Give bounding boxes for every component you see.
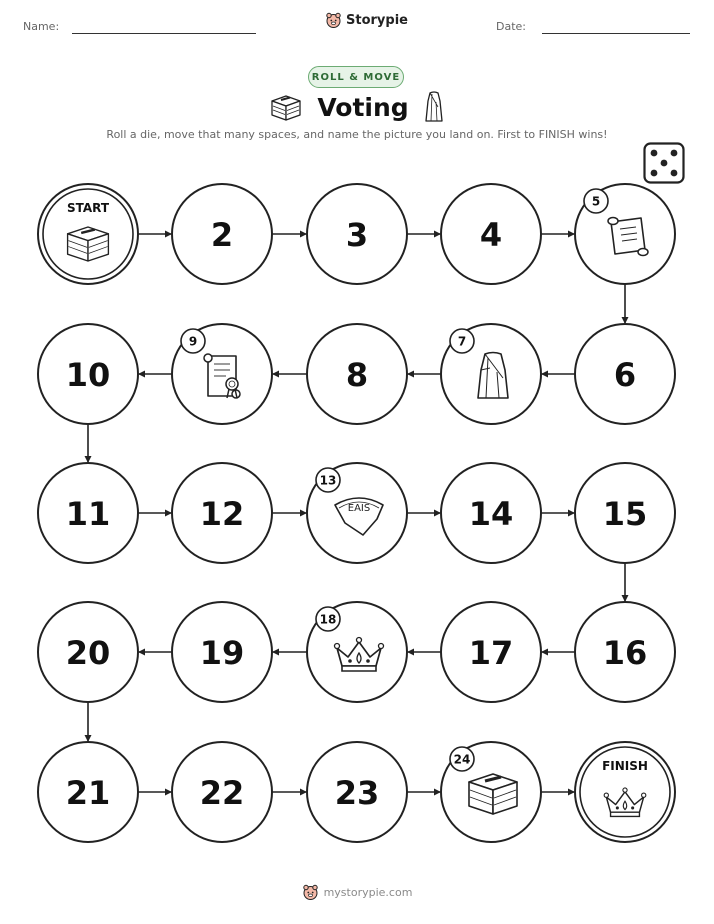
board-space-21 xyxy=(38,742,138,842)
instructions: Roll a die, move that many spaces, and name the picture you land on. First to FINISH wins! xyxy=(106,128,608,141)
board-space-3 xyxy=(307,184,407,284)
space-number: 8 xyxy=(345,356,369,394)
board-space-13 xyxy=(307,463,407,563)
board-space-2 xyxy=(172,184,272,284)
space-number: 4 xyxy=(479,216,503,254)
scroll-icon xyxy=(608,218,648,256)
board-space-11 xyxy=(38,463,138,563)
space-number: 2 xyxy=(210,216,234,254)
space-number: 5 xyxy=(591,194,601,209)
space-number: 11 xyxy=(65,495,111,533)
board-space-22 xyxy=(172,742,272,842)
storypie-mascot-icon xyxy=(302,884,319,901)
ballot-box-icon xyxy=(469,774,517,814)
shard-inscription: EAIS xyxy=(347,503,371,514)
name-label: Name: xyxy=(23,20,60,33)
board-space-19 xyxy=(172,602,272,702)
brand-name: Storypie xyxy=(346,13,408,28)
space-number: 7 xyxy=(457,334,467,349)
finish-label: FINISH xyxy=(602,759,648,773)
board-space-4 xyxy=(441,184,541,284)
space-number: 18 xyxy=(319,612,337,627)
board-space-18 xyxy=(307,602,407,702)
space-number: 3 xyxy=(345,216,369,254)
space-number: 17 xyxy=(468,634,514,672)
date-label: Date: xyxy=(496,20,526,33)
space-number: 14 xyxy=(468,495,514,533)
space-number: 10 xyxy=(65,356,111,394)
board-space-24 xyxy=(441,742,541,842)
board-space-10 xyxy=(38,324,138,424)
game-type-badge: ROLL & MOVE xyxy=(308,66,404,88)
footer xyxy=(0,884,714,901)
space-number: 20 xyxy=(65,634,111,672)
space-number: 6 xyxy=(613,356,637,394)
board-space-25 xyxy=(575,742,675,842)
space-number: 22 xyxy=(199,774,245,812)
board-space-5 xyxy=(575,184,675,284)
certificate-scroll-icon xyxy=(204,354,240,398)
space-number: 21 xyxy=(65,774,111,812)
board-space-15 xyxy=(575,463,675,563)
page-title: Voting xyxy=(317,92,409,122)
board-space-23 xyxy=(307,742,407,842)
space-number: 9 xyxy=(188,334,198,349)
board-space-1 xyxy=(38,184,138,284)
space-number: 15 xyxy=(602,495,648,533)
board-space-14 xyxy=(441,463,541,563)
space-number: 13 xyxy=(319,473,337,488)
space-number: 23 xyxy=(334,774,380,812)
space-number: 16 xyxy=(602,634,648,672)
space-number: 12 xyxy=(199,495,245,533)
start-label: START xyxy=(66,201,110,215)
board-space-17 xyxy=(441,602,541,702)
board-space-6 xyxy=(575,324,675,424)
footer-url: mystorypie.com xyxy=(323,886,413,899)
space-number: 24 xyxy=(453,752,471,767)
board-space-16 xyxy=(575,602,675,702)
board-space-12 xyxy=(172,463,272,563)
board-space-7 xyxy=(441,324,541,424)
space-number: 19 xyxy=(199,634,245,672)
board-space-8 xyxy=(307,324,407,424)
board-space-20 xyxy=(38,602,138,702)
board-space-9 xyxy=(172,324,272,424)
ballot-box-icon xyxy=(68,227,109,261)
